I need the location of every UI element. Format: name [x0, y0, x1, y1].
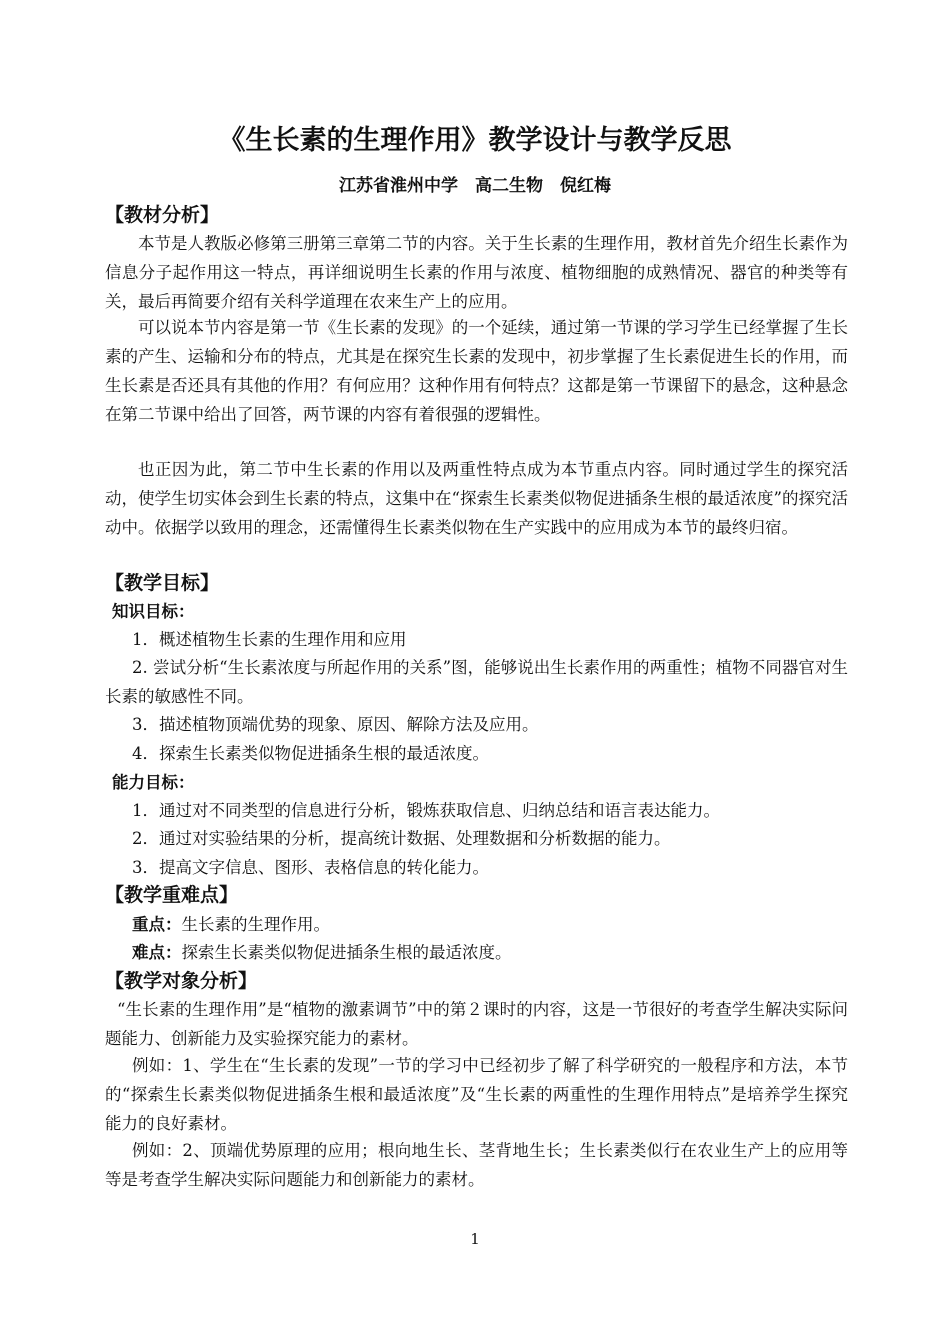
list-item: 4．探索生长素类似物促进插条生根的最适浓度。 [132, 744, 489, 763]
ability-goals-label: 能力目标： [112, 773, 195, 792]
key-point-text: 生长素的生理作用。 [181, 915, 330, 934]
list-item: 2. 尝试分析“生长素浓度与所起作用的关系”图，能够说出生长素作用的两重性；植物不同器官对生长素的敏感性不同。 [105, 658, 848, 706]
key-point [132, 910, 330, 939]
author-line: 江苏省淮州中学 高二生物 倪红梅 [339, 176, 611, 196]
list-item: 1．概述植物生长素的生理作用和应用 [132, 630, 407, 649]
difficult-point-label: 难点： [132, 943, 182, 962]
paragraph: 例如：1、学生在“生长素的发现”一节的学习中已经初步了解了科学研究的一般程序和方法，本节的“探索生长素类似物促进插条生根和最适浓度”及“生长素的两重性的生理作用特点”是培养学生探究能力的良好素材。 [105, 1056, 848, 1133]
difficult-point [132, 938, 512, 967]
difficult-point-text: 探索生长素类似物促进插条生根的最适浓度。 [181, 943, 512, 962]
key-point-label: 重点： [132, 915, 182, 934]
document-title: 《生长素的生理作用》教学设计与教学反思 [218, 125, 732, 156]
paragraph: 本节是人教版必修第三册第三章第二节的内容。关于生长素的生理作用，教材首先介绍生长素作为信息分子起作用这一特点，再详细说明生长素的作用与浓度、植物细胞的成熟情况、器官的种类等有关，最后再简要介绍有关科学道理在农来生产上的应用。 [105, 234, 848, 311]
section-heading-teaching-goals: 【教学目标】 [105, 572, 220, 594]
paragraph: “生长素的生理作用”是“植物的激素调节”中的第２课时的内容，这是一节很好的考查学生解决实际问题能力、创新能力及实验探究能力的素材。 [105, 1000, 848, 1048]
paragraph: 也正因为此，第二节中生长素的作用以及两重性特点成为本节重点内容。同时通过学生的探究活动，使学生切实体会到生长素的特点，这集中在“探索生长素类似物促进插条生根的最适浓度”的探究活动中。依据学以致用的理念，还需懂得生长素类似物在生产实践中的应用成为本节的最终归宿。 [105, 460, 848, 537]
knowledge-goals-label: 知识目标： [112, 602, 195, 621]
page-number: 1 [470, 1230, 480, 1248]
section-heading-key-points: 【教学重难点】 [105, 884, 239, 906]
list-item: 2．通过对实验结果的分析，提高统计数据、处理数据和分析数据的能力。 [132, 829, 671, 848]
section-heading-student-analysis: 【教学对象分析】 [105, 970, 258, 992]
paragraph: 例如：2、顶端优势原理的应用；根向地生长、茎背地生长；生长素类似行在农业生产上的应用等等是考查学生解决实际问题能力和创新能力的素材。 [105, 1141, 848, 1189]
list-item: 3．提高文字信息、图形、表格信息的转化能力。 [132, 858, 489, 877]
list-item: 3．描述植物顶端优势的现象、原因、解除方法及应用。 [132, 715, 539, 734]
section-heading-textbook-analysis: 【教材分析】 [105, 204, 220, 226]
paragraph: 可以说本节内容是第一节《生长素的发现》的一个延续，通过第一节课的学习学生已经掌握了生长素的产生、运输和分布的特点，尤其是在探究生长素的发现中，初步掌握了生长素促进生长的作用，而生长素是否还具有其他的作用？有何应用？这种作用有何特点？这都是第一节课留下的悬念，这种悬念在第二节课中给出了回答，两节课的内容有着很强的逻辑性。 [105, 318, 848, 424]
list-item: 1．通过对不同类型的信息进行分析，锻炼获取信息、归纳总结和语言表达能力。 [132, 801, 720, 820]
